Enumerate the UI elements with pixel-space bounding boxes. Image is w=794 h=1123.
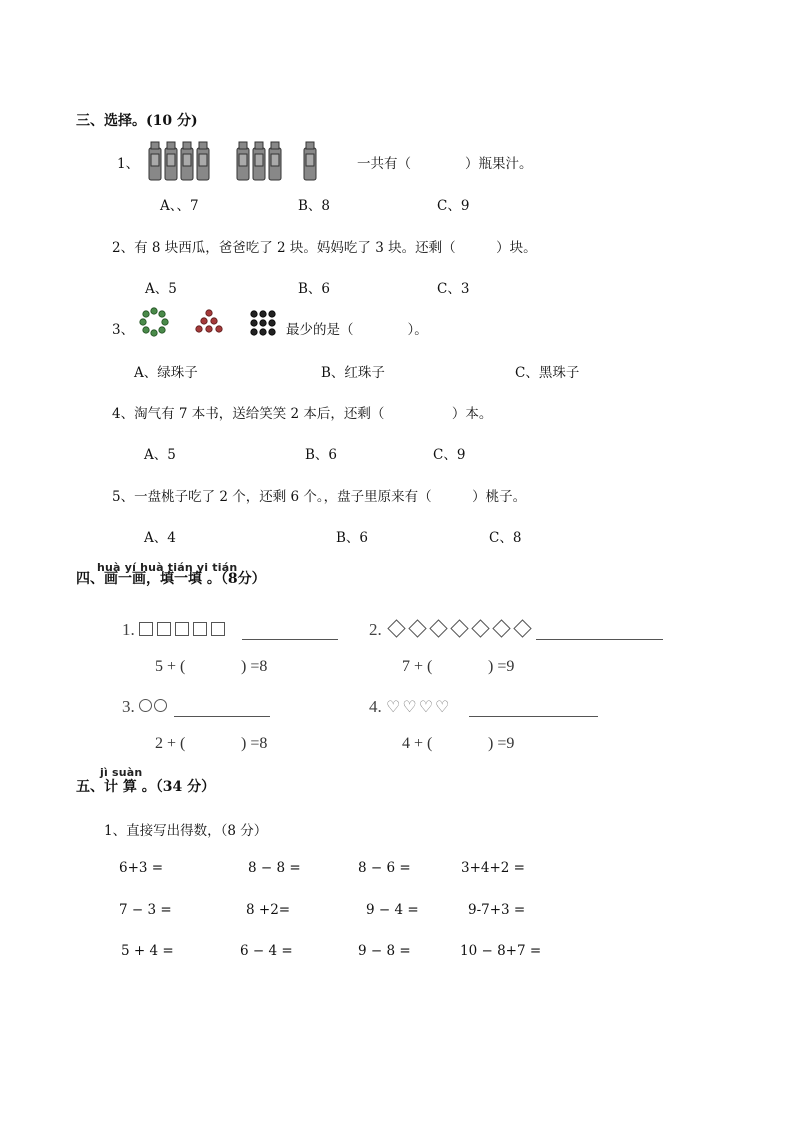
q5-option-b: B、6 xyxy=(336,530,369,546)
square-icon xyxy=(193,622,207,636)
heart-icon: ♡ xyxy=(386,697,401,716)
q1-number: 1、 xyxy=(117,156,140,172)
diamond-icon xyxy=(471,619,489,637)
q4-option-a: A、5 xyxy=(144,447,176,463)
item-1-equation-left: 5 + ( xyxy=(155,658,186,675)
item-2-equation-left: 7 + ( xyxy=(402,658,433,675)
item-2-number: 2. xyxy=(369,620,382,639)
square-icon xyxy=(175,622,189,636)
square-icon xyxy=(157,622,171,636)
item-4-equation-right: ) =9 xyxy=(488,735,515,752)
q2-option-c: C、3 xyxy=(437,281,470,297)
calc-item: 3+4+2 = xyxy=(461,860,525,876)
q5-text: 5、一盘桃子吃了 2 个，还剩 6 个。，盘子里原来有（ ）桃子。 xyxy=(112,489,527,505)
diamond-icon xyxy=(513,619,531,637)
calc-item: 8 +2= xyxy=(246,902,291,918)
diamond-icon xyxy=(492,619,510,637)
calc-item: 6+3 = xyxy=(119,860,164,876)
circle-icon xyxy=(154,699,167,712)
q4-text: 4、淘气有 7 本书，送给笑笑 2 本后，还剩（ ）本。 xyxy=(112,406,493,422)
q3-option-c: C、黑珠子 xyxy=(515,365,580,381)
item-3-number: 3. xyxy=(122,697,135,716)
heart-icon: ♡ xyxy=(435,697,450,716)
calc-item: 7 − 3 = xyxy=(119,902,172,918)
bottle-group-4 xyxy=(149,142,209,180)
diamonds-row xyxy=(386,620,533,639)
diamond-icon xyxy=(450,619,468,637)
item-3-equation-right: ) =8 xyxy=(241,735,268,752)
section-5-pinyin: jì suàn xyxy=(100,766,143,779)
item-4-equation-left: 4 + ( xyxy=(402,735,433,752)
diamond-icon xyxy=(429,619,447,637)
bottle-group-1 xyxy=(304,142,316,180)
square-icon xyxy=(139,622,153,636)
item-1-answer-line[interactable] xyxy=(242,639,338,640)
section-3-heading: 三、选择。(10 分) xyxy=(76,113,198,129)
q3-option-a: A、绿珠子 xyxy=(134,365,198,381)
item-4 xyxy=(369,697,451,717)
circle-icon xyxy=(139,699,152,712)
item-3-answer-line[interactable] xyxy=(174,716,270,717)
diamond-icon xyxy=(408,619,426,637)
item-2-answer-line[interactable] xyxy=(536,639,663,640)
q2-option-b: B、6 xyxy=(298,281,331,297)
section-5-subheading: 1、直接写出得数，（8 分） xyxy=(104,823,268,839)
square-icon xyxy=(211,622,225,636)
item-2-equation-right: ) =9 xyxy=(488,658,515,675)
q1-text: 一共有（ ）瓶果汁。 xyxy=(357,156,533,172)
green-beads-ring xyxy=(140,308,168,336)
calc-item: 8 − 6 = xyxy=(358,860,411,876)
black-beads-grid xyxy=(251,311,275,335)
heart-icon: ♡ xyxy=(418,697,434,716)
item-1-number: 1. xyxy=(122,620,135,639)
item-2 xyxy=(369,620,533,640)
q3-option-b: B、红珠子 xyxy=(321,365,385,381)
beads-illustration xyxy=(138,306,283,340)
q4-option-c: C、9 xyxy=(433,447,466,463)
diamond-icon xyxy=(387,619,405,637)
item-4-number: 4. xyxy=(369,697,382,716)
calc-item: 8 − 8 = xyxy=(248,860,301,876)
q3-number: 3、 xyxy=(112,322,135,338)
q4-option-b: B、6 xyxy=(305,447,338,463)
item-1-equation-right: ) =8 xyxy=(241,658,268,675)
q2-option-a: A、5 xyxy=(145,281,177,297)
bottle-group-3 xyxy=(237,142,281,180)
item-3-equation-left: 2 + ( xyxy=(155,735,186,752)
q2-text: 2、有 8 块西瓜，爸爸吃了 2 块。妈妈吃了 3 块。还剩（ ）块。 xyxy=(112,240,537,256)
calc-item: 5 + 4 = xyxy=(121,943,174,959)
item-3 xyxy=(122,697,169,717)
calc-item: 10 − 8+7 = xyxy=(460,943,542,959)
q5-option-a: A、4 xyxy=(144,530,176,546)
q1-option-b: B、8 xyxy=(298,198,331,214)
calc-item: 6 − 4 = xyxy=(240,943,293,959)
q1-option-a: A、、7 xyxy=(160,198,199,214)
q5-option-c: C、8 xyxy=(489,530,522,546)
q3-text: 最少的是（ ）。 xyxy=(286,322,428,338)
juice-bottles-illustration xyxy=(146,140,336,184)
red-beads-triangle xyxy=(196,310,222,332)
item-1 xyxy=(122,620,229,640)
circles-row xyxy=(139,697,169,716)
q1-option-c: C、9 xyxy=(437,198,470,214)
section-4-heading: 四、画一画，填一填 。（8分） xyxy=(76,571,266,587)
squares-row xyxy=(139,620,229,639)
calc-item: 9-7+3 = xyxy=(468,902,526,918)
section-5-heading: 五、计 算 。（34 分） xyxy=(76,779,216,795)
calc-item: 9 − 8 = xyxy=(358,943,411,959)
calc-item: 9 − 4 = xyxy=(366,902,419,918)
hearts-row xyxy=(386,697,451,716)
section-4-pinyin: huà yí huà tián yi tián xyxy=(97,561,238,574)
item-4-answer-line[interactable] xyxy=(469,716,598,717)
heart-icon: ♡ xyxy=(402,697,417,716)
